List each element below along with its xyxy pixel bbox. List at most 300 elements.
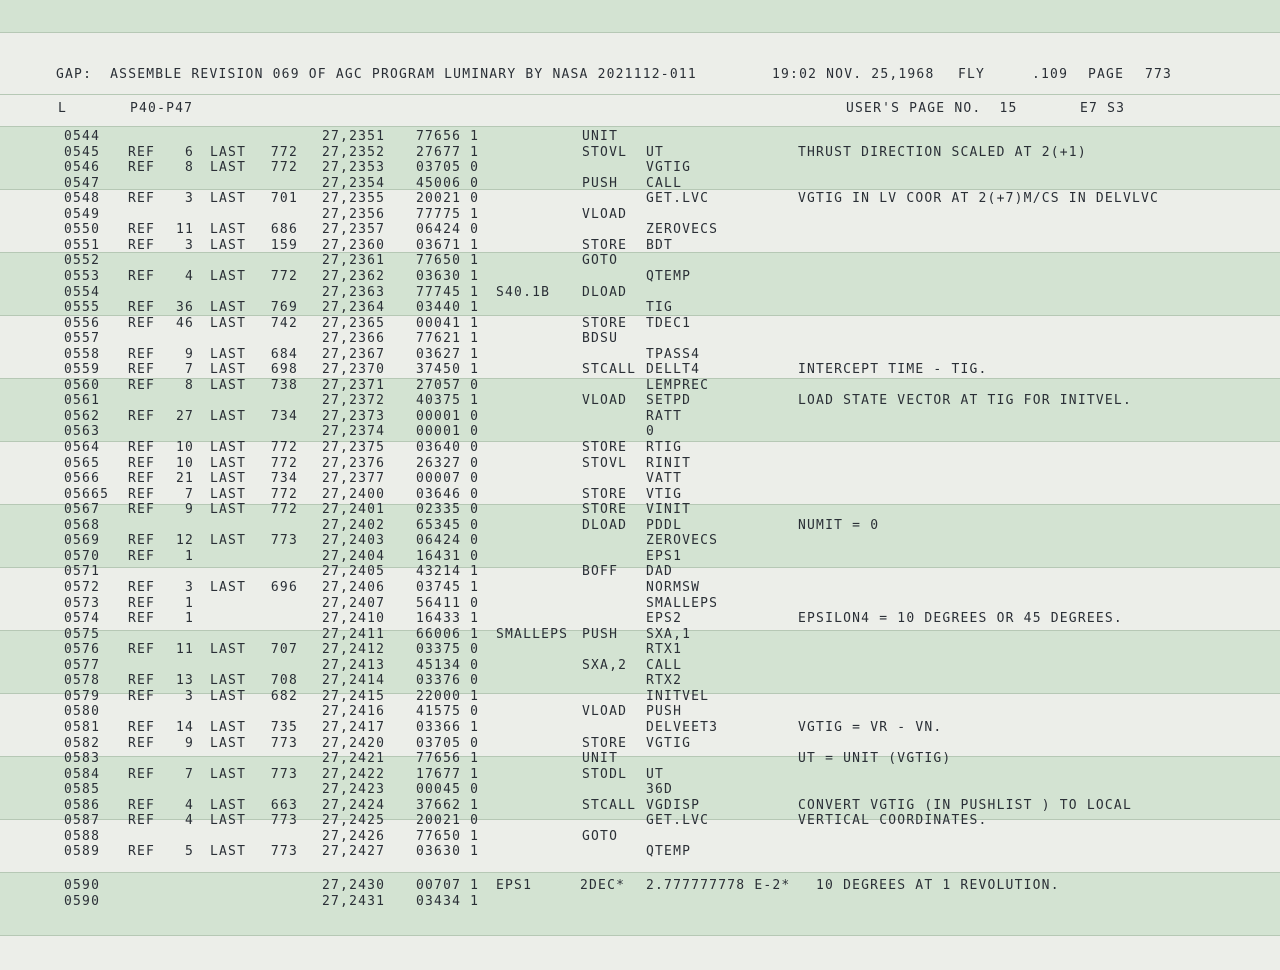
cell-line: 0585: [64, 782, 101, 798]
cell-addr: 27,2431: [322, 894, 386, 909]
cell-last: LAST: [210, 440, 247, 455]
cell-op: STOVL: [582, 455, 628, 471]
cell-ref: REF: [128, 735, 156, 751]
cell-line: 0570: [64, 548, 101, 564]
cell-last: LAST: [210, 237, 247, 253]
cell-refn: 9: [184, 346, 194, 362]
cell-line: 0576: [64, 642, 101, 658]
cell-ref: REF: [128, 455, 156, 471]
cell-opd: UT: [646, 766, 665, 782]
listing-row: [0, 471, 1280, 487]
cell-line: 0560: [64, 377, 101, 393]
cell-op: STOVL: [582, 144, 628, 160]
cell-word: 06424 0: [416, 533, 480, 549]
cell-op: GOTO: [582, 253, 619, 269]
cell-ref: REF: [128, 269, 156, 284]
cell-cmt: UT = UNIT (VGTIG): [798, 751, 952, 766]
cell-op: PUSH: [582, 175, 619, 191]
cell-ref: REF: [128, 471, 156, 487]
cell-addr: 27,2403: [322, 533, 386, 549]
cell-lastn: 773: [270, 735, 298, 751]
cell-ref: REF: [128, 844, 156, 860]
cell-refn: 7: [184, 486, 194, 502]
cell-lastn: 734: [270, 408, 298, 424]
cell-addr: 27,2360: [322, 237, 386, 253]
cell-addr: 27,2354: [322, 175, 386, 191]
cell-line: 0550: [64, 222, 101, 238]
cell-lastn: 735: [270, 719, 298, 735]
cell-refn: 36: [175, 300, 194, 316]
cell-lastn: 742: [270, 315, 298, 331]
listing-row-footer: [0, 878, 1280, 894]
cell-ref: REF: [128, 222, 156, 238]
cell-addr: 27,2366: [322, 331, 386, 347]
cell-last: LAST: [210, 455, 247, 471]
listing-row: [0, 378, 1280, 394]
cell-refn: 7: [184, 766, 194, 782]
cell-word: 45134 0: [416, 657, 480, 673]
cell-opd: GET.LVC: [646, 191, 710, 207]
cell-op: BDSU: [582, 331, 619, 347]
cell-refn: 46: [175, 315, 194, 331]
cell-lastn: 772: [270, 160, 298, 176]
cell-ref: REF: [128, 797, 156, 813]
listing-row: [0, 300, 1280, 316]
listing-row: [0, 736, 1280, 752]
cell-addr: 27,2415: [322, 688, 386, 704]
cell-line: 0552: [64, 253, 101, 269]
cell-word: 65345 0: [416, 517, 480, 533]
cell-line: 0563: [64, 424, 101, 440]
cell-opd: VTIG: [646, 486, 683, 502]
cell-op: STORE: [582, 502, 628, 518]
cell-word: 16431 0: [416, 548, 480, 564]
cell-line: 0581: [64, 719, 101, 735]
cell-addr: 27,2411: [322, 626, 386, 642]
listing-row: [0, 362, 1280, 378]
cell-word: 77775 1: [416, 206, 480, 222]
cell-word: 03630 1: [416, 269, 480, 284]
cell-refn: 9: [184, 502, 194, 518]
cell-line: 0561: [64, 393, 101, 409]
cell-addr: 27,2412: [322, 642, 386, 658]
cell-ref: REF: [128, 580, 156, 595]
cell-word: 20021 0: [416, 813, 480, 829]
cell-opd: VGTIG: [646, 160, 692, 176]
cell-op: STCALL: [582, 797, 637, 813]
cell-word: 00007 0: [416, 471, 480, 487]
cell-last: LAST: [210, 502, 247, 518]
cell-op: STORE: [582, 735, 628, 751]
cell-refn: 10: [175, 440, 194, 455]
cell-lastn: 701: [270, 191, 298, 207]
listing-row: [0, 222, 1280, 238]
cell-cmt: INTERCEPT TIME - TIG.: [798, 362, 988, 378]
cell-addr: 27,2407: [322, 595, 386, 611]
cell-last: LAST: [210, 269, 247, 284]
listing-row: [0, 751, 1280, 767]
cell-last: LAST: [210, 362, 247, 378]
cell-addr: 27,2365: [322, 315, 386, 331]
cell-line: 0545: [64, 144, 101, 160]
cell-opd: EPS1: [646, 548, 683, 564]
cell-addr: 27,2356: [322, 206, 386, 222]
cell-opd: BDT: [646, 237, 674, 253]
cell-word: 20021 0: [416, 191, 480, 207]
cell-addr: 27,2416: [322, 704, 386, 720]
listing-row: [0, 207, 1280, 223]
cell-word: 27677 1: [416, 144, 480, 160]
listing-row: [0, 673, 1280, 689]
cell-opd: TPASS4: [646, 346, 701, 362]
cell-word: 37662 1: [416, 797, 480, 813]
cell-last: LAST: [210, 300, 247, 316]
cell-ref: REF: [128, 502, 156, 518]
cell-lastn: 772: [270, 455, 298, 471]
cell-ref: REF: [128, 300, 156, 316]
cell-word: 77656 1: [416, 129, 480, 144]
listing-row: [0, 160, 1280, 176]
cell-opd: RTIG: [646, 440, 683, 455]
cell-last: LAST: [210, 642, 247, 658]
cell-refn: 10: [175, 455, 194, 471]
cell-lastn: 772: [270, 269, 298, 284]
cell-cmt: EPSILON4 = 10 DEGREES OR 45 DEGREES.: [798, 611, 1123, 626]
listing-row: [0, 767, 1280, 783]
cell-line: 0567: [64, 502, 101, 518]
cell-lastn: 738: [270, 377, 298, 393]
cell-last: LAST: [210, 377, 247, 393]
cell-line: 0586: [64, 797, 101, 813]
cell-opd: DELVEET3: [646, 719, 719, 735]
cell-line: 0589: [64, 844, 101, 860]
listing-row: [0, 269, 1280, 285]
cell-addr: 27,2372: [322, 393, 386, 409]
cell-addr: 27,2425: [322, 813, 386, 829]
cell-addr: 27,2371: [322, 377, 386, 393]
cell-op: DLOAD: [582, 284, 628, 300]
cell-word: 77621 1: [416, 331, 480, 347]
cell-last: LAST: [210, 315, 247, 331]
cell-refn: 27: [175, 408, 194, 424]
cell-addr: 27,2402: [322, 517, 386, 533]
cell-last: LAST: [210, 688, 247, 704]
cell-line: 0590: [64, 878, 101, 893]
cell-lastn: 772: [270, 144, 298, 160]
cell-op: STORE: [582, 315, 628, 331]
cell-cmt: VGTIG IN LV COOR AT 2(+7)M/CS IN DELVLVC: [798, 191, 1160, 207]
cell-line: 0568: [64, 517, 101, 533]
cell-ref: REF: [128, 673, 156, 689]
listing-row: [0, 844, 1280, 860]
cell-op: SXA,2: [582, 657, 628, 673]
cell-addr: 27,2357: [322, 222, 386, 238]
cell-lastn: 769: [270, 300, 298, 316]
listing-row: [0, 129, 1280, 145]
cell-ref: REF: [128, 611, 156, 626]
cell-opd: 0: [646, 424, 656, 440]
cell-lastn: 773: [270, 766, 298, 782]
cell-lastn: 682: [270, 688, 298, 704]
cell-addr: 27,2410: [322, 611, 386, 626]
cell-ref: REF: [128, 346, 156, 362]
listing-row: [0, 440, 1280, 456]
cell-word: 26327 0: [416, 455, 480, 471]
listing-row: [0, 533, 1280, 549]
listing-row: [0, 456, 1280, 472]
cell-refn: 8: [184, 377, 194, 393]
cell-addr: 27,2427: [322, 844, 386, 860]
cell-refn: 11: [175, 642, 194, 658]
cell-addr: 27,2361: [322, 253, 386, 269]
cell-line: 0571: [64, 564, 101, 580]
cell-addr: 27,2426: [322, 828, 386, 844]
listing-row: [0, 316, 1280, 332]
listing-row: [0, 253, 1280, 269]
cell-cmt: VGTIG = VR - VN.: [798, 719, 943, 735]
cell-lastn: 698: [270, 362, 298, 378]
listing-row: [0, 549, 1280, 565]
cell-line: 0577: [64, 657, 101, 673]
listing-row: [0, 393, 1280, 409]
cell-line: 0548: [64, 191, 101, 207]
cell-line: 0569: [64, 533, 101, 549]
cell-ref: REF: [128, 408, 156, 424]
cell-line: 0546: [64, 160, 101, 176]
listing-row: [0, 347, 1280, 363]
cell-opd: TIG: [646, 300, 674, 316]
cell-opd: QTEMP: [646, 844, 692, 860]
cell-word: 37450 1: [416, 362, 480, 378]
cell-lastn: 159: [270, 237, 298, 253]
cell-last: LAST: [210, 844, 247, 860]
cell-opd: DELLT4: [646, 362, 701, 378]
cell-line: 0590: [64, 894, 101, 909]
cell-opd: EPS2: [646, 611, 683, 626]
cell-op: VLOAD: [582, 206, 628, 222]
listing-row: [0, 409, 1280, 425]
cell-word: 00001 0: [416, 408, 480, 424]
cell-addr: 27,2424: [322, 797, 386, 813]
cell-refn: 1: [184, 595, 194, 611]
cell-ref: REF: [128, 548, 156, 564]
cell-opd: LEMPREC: [646, 377, 710, 393]
listing-row: [0, 813, 1280, 829]
cell-opd: RINIT: [646, 455, 692, 471]
cell-addr: 27,2370: [322, 362, 386, 378]
cell-op: DLOAD: [582, 517, 628, 533]
cell-refn: 4: [184, 797, 194, 813]
cell-addr: 27,2373: [322, 408, 386, 424]
cell-word: 77650 1: [416, 828, 480, 844]
cell-word: 41575 0: [416, 704, 480, 720]
cell-opd: DAD: [646, 564, 674, 580]
cell-ref: REF: [128, 688, 156, 704]
cell-addr: 27,2400: [322, 486, 386, 502]
listing-row: [0, 658, 1280, 674]
cell-lastn: 772: [270, 486, 298, 502]
cell-last: LAST: [210, 346, 247, 362]
cell-ref: REF: [128, 595, 156, 611]
listing-row: [0, 580, 1280, 596]
cell-ref: REF: [128, 315, 156, 331]
listing-row: [0, 611, 1280, 627]
listing-row: [0, 642, 1280, 658]
cell-opd: NORMSW: [646, 580, 701, 595]
cell-word: 03376 0: [416, 673, 480, 689]
cell-refn: 6: [184, 144, 194, 160]
listing-row: [0, 782, 1280, 798]
listing-row: [0, 829, 1280, 845]
cell-line: 0551: [64, 237, 101, 253]
cell-op: STCALL: [582, 362, 637, 378]
cell-opd: SXA,1: [646, 626, 692, 642]
cell-line: 0583: [64, 751, 101, 766]
listing-row: [0, 145, 1280, 161]
cell-refn: 8: [184, 160, 194, 176]
cell-cmt: THRUST DIRECTION SCALED AT 2(+1): [798, 144, 1087, 160]
cell-opd: 36D: [646, 782, 674, 798]
cell-line: 0544: [64, 129, 101, 144]
cell-last: LAST: [210, 160, 247, 176]
cell-cmt: VERTICAL COORDINATES.: [798, 813, 988, 829]
cell-opd: CALL: [646, 657, 683, 673]
cell-last: LAST: [210, 719, 247, 735]
cell-addr: 27,2421: [322, 751, 386, 766]
cell-opd: 2.777777778 E-2*: [646, 878, 791, 893]
left-marker: L: [58, 101, 68, 116]
assembly-title: GAP: ASSEMBLE REVISION 069 OF AGC PROGRAM LUMINARY BY NASA 2021112-011: [56, 67, 697, 82]
cell-line: 0562: [64, 408, 101, 424]
cell-ref: REF: [128, 719, 156, 735]
cell-word: 27057 0: [416, 377, 480, 393]
cell-ref: REF: [128, 533, 156, 549]
section-name: P40-P47: [130, 101, 194, 116]
cell-line: 0575: [64, 626, 101, 642]
cell-word: 03366 1: [416, 719, 480, 735]
cell-lastn: 734: [270, 471, 298, 487]
listing-row: [0, 176, 1280, 192]
cell-refn: 5: [184, 844, 194, 860]
cell-line: 0559: [64, 362, 101, 378]
cell-label: SMALLEPS: [496, 626, 569, 642]
cell-line: 0579: [64, 688, 101, 704]
cell-addr: 27,2355: [322, 191, 386, 207]
cell-cmt: LOAD STATE VECTOR AT TIG FOR INITVEL.: [798, 393, 1132, 409]
cell-last: LAST: [210, 813, 247, 829]
cell-word: 56411 0: [416, 595, 480, 611]
cell-addr: 27,2375: [322, 440, 386, 455]
cell-lastn: 696: [270, 580, 298, 595]
cell-refn: 9: [184, 735, 194, 751]
cell-opd: RATT: [646, 408, 683, 424]
users-page-number: USER'S PAGE NO. 15: [846, 101, 1018, 116]
cell-word: 03440 1: [416, 300, 480, 316]
cell-last: LAST: [210, 797, 247, 813]
cell-opd: PDDL: [646, 517, 683, 533]
cell-lastn: 773: [270, 844, 298, 860]
cell-ref: REF: [128, 237, 156, 253]
cell-opd: UT: [646, 144, 665, 160]
cell-refn: 11: [175, 222, 194, 238]
cell-refn: 13: [175, 673, 194, 689]
cell-line: 0584: [64, 766, 101, 782]
cell-addr: 27,2367: [322, 346, 386, 362]
listing-row: [0, 424, 1280, 440]
cell-word: 03375 0: [416, 642, 480, 658]
cell-addr: 27,2413: [322, 657, 386, 673]
cell-cmt: NUMIT = 0: [798, 517, 880, 533]
cell-word: 17677 1: [416, 766, 480, 782]
cell-ref: REF: [128, 766, 156, 782]
listing-row: [0, 798, 1280, 814]
cell-word: 00041 1: [416, 315, 480, 331]
cell-word: 77650 1: [416, 253, 480, 269]
cell-line: 0549: [64, 206, 101, 222]
cell-addr: 27,2376: [322, 455, 386, 471]
cell-ref: REF: [128, 160, 156, 176]
cell-addr: 27,2401: [322, 502, 386, 518]
cell-word: 03434 1: [416, 894, 480, 909]
listing-row: [0, 487, 1280, 503]
cell-refn: 3: [184, 688, 194, 704]
listing-row-footer: [0, 894, 1280, 910]
cell-last: LAST: [210, 735, 247, 751]
cell-ref: REF: [128, 642, 156, 658]
cell-ref: REF: [128, 486, 156, 502]
cell-addr: 27,2406: [322, 580, 386, 595]
cell-opd: VGTIG: [646, 735, 692, 751]
cell-lastn: 663: [270, 797, 298, 813]
cell-word: 45006 0: [416, 175, 480, 191]
cell-opd: RTX2: [646, 673, 683, 689]
cell-line: 0587: [64, 813, 101, 829]
listing-row: [0, 704, 1280, 720]
cell-addr: 27,2352: [322, 144, 386, 160]
listing-row: [0, 518, 1280, 534]
cell-word: 03640 0: [416, 440, 480, 455]
cell-opd: VINIT: [646, 502, 692, 518]
cell-refn: 14: [175, 719, 194, 735]
cell-last: LAST: [210, 144, 247, 160]
cell-opd: QTEMP: [646, 269, 692, 284]
cell-line: 0578: [64, 673, 101, 689]
cell-last: LAST: [210, 486, 247, 502]
page-number: 773: [1145, 67, 1173, 82]
cell-addr: 27,2430: [322, 878, 386, 893]
cell-word: 22000 1: [416, 688, 480, 704]
cell-refn: 21: [175, 471, 194, 487]
time-code: .109: [1032, 67, 1069, 82]
cell-refn: 7: [184, 362, 194, 378]
cell-op: UNIT: [582, 751, 619, 766]
cell-opd: VGDISP: [646, 797, 701, 813]
cell-addr: 27,2364: [322, 300, 386, 316]
listing-row: [0, 627, 1280, 643]
cell-refn: 1: [184, 611, 194, 626]
cell-refn: 1: [184, 548, 194, 564]
cell-op: UNIT: [582, 129, 619, 144]
cell-opd: SETPD: [646, 393, 692, 409]
cell-line: 0564: [64, 440, 101, 455]
cell-lastn: 686: [270, 222, 298, 238]
cell-word: 43214 1: [416, 564, 480, 580]
revision-code: E7 S3: [1080, 101, 1126, 116]
cell-line: 0565: [64, 455, 101, 471]
cell-opd: INITVEL: [646, 688, 710, 704]
cell-op: VLOAD: [582, 393, 628, 409]
cell-line: 0580: [64, 704, 101, 720]
